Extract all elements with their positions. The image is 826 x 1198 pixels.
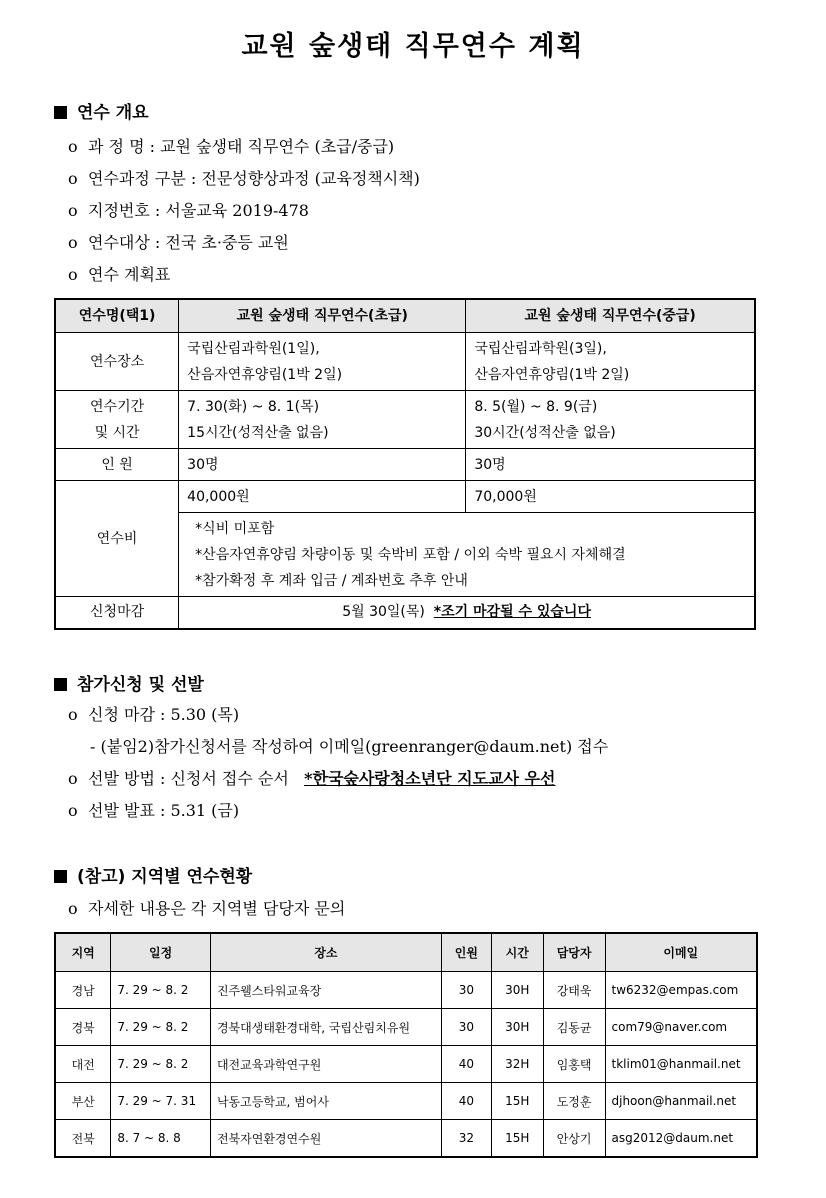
row-label-people: 인 원 bbox=[55, 449, 179, 481]
row-label-period bbox=[55, 391, 179, 449]
table-cell: 32H bbox=[491, 1046, 543, 1083]
table-cell: 30H bbox=[491, 972, 543, 1009]
table-header-cell: 이메일 bbox=[605, 933, 757, 972]
square-bullet-icon bbox=[54, 870, 67, 883]
list-item-text: 신청 마감 : 5.30 (목) bbox=[88, 705, 240, 724]
table-cell: 15H bbox=[491, 1120, 543, 1158]
table-cell: 30H bbox=[491, 1009, 543, 1046]
fee-note: *산음자연휴양림 차량이동 및 숙박비 포함 / 이외 숙박 필요시 자체해결 bbox=[195, 546, 626, 563]
deadline-value: 5월 30일(목) bbox=[342, 604, 425, 621]
table-cell bbox=[466, 391, 755, 449]
bullet-mark: o bbox=[68, 705, 78, 724]
section-heading-text: 연수 개요 bbox=[77, 103, 149, 123]
table-cell: 7. 29 ~ 8. 2 bbox=[111, 1009, 211, 1046]
table-cell: 40,000원 bbox=[179, 481, 466, 513]
fee-notes-cell bbox=[179, 513, 755, 597]
table-cell: 대전 bbox=[55, 1046, 111, 1083]
table-cell: 30명 bbox=[179, 449, 466, 481]
list-item-text: 지정번호 : 서울교육 2019-478 bbox=[88, 201, 309, 220]
table-cell: 도정훈 bbox=[543, 1083, 605, 1120]
square-bullet-icon bbox=[54, 678, 67, 691]
list-item bbox=[68, 766, 555, 789]
table-row bbox=[55, 1083, 757, 1120]
region-table bbox=[54, 932, 758, 1158]
list-item bbox=[68, 198, 309, 221]
table-cell: 30 bbox=[441, 972, 491, 1009]
list-item-text: 연수 계획표 bbox=[88, 265, 171, 284]
table-header-cell: 장소 bbox=[210, 933, 441, 972]
cell-line: 30시간(성적산출 없음) bbox=[474, 424, 616, 441]
table-row bbox=[55, 1120, 757, 1158]
table-row bbox=[55, 449, 755, 481]
list-item-text: 과 정 명 : 교원 숲생태 직무연수 (초급/중급) bbox=[88, 137, 395, 156]
cell-line: 국립산림과학원(3일), bbox=[474, 340, 607, 357]
table-cell: 낙동고등학교, 범어사 bbox=[210, 1083, 441, 1120]
fee-note: *식비 미포함 bbox=[195, 520, 275, 537]
section-heading-overview bbox=[54, 98, 149, 123]
table-cell: 40 bbox=[441, 1083, 491, 1120]
sub-item bbox=[90, 734, 608, 757]
section-heading-text: 참가신청 및 선발 bbox=[77, 675, 204, 695]
cell-line: 국립산림과학원(1일), bbox=[187, 340, 320, 357]
table-cell: com79@naver.com bbox=[605, 1009, 757, 1046]
row-label-place: 연수장소 bbox=[55, 333, 179, 391]
bullet-mark: o bbox=[68, 233, 78, 252]
list-item bbox=[68, 166, 420, 189]
list-item bbox=[68, 262, 170, 285]
cell-line: 연수기간 bbox=[90, 398, 145, 415]
table-header-row bbox=[55, 299, 755, 333]
list-item bbox=[68, 134, 394, 157]
square-bullet-icon bbox=[54, 106, 67, 119]
table-cell: 전북 bbox=[55, 1120, 111, 1158]
bullet-mark: o bbox=[68, 137, 78, 156]
fee-note: *참가확정 후 계좌 입금 / 계좌번호 추후 안내 bbox=[195, 572, 468, 589]
table-row bbox=[55, 481, 755, 513]
table-row bbox=[55, 1009, 757, 1046]
table-cell: 15H bbox=[491, 1083, 543, 1120]
table-header-cell: 교원 숲생태 직무연수(초급) bbox=[179, 299, 466, 333]
bullet-mark: o bbox=[68, 899, 78, 918]
table-cell: 70,000원 bbox=[466, 481, 755, 513]
table-row bbox=[55, 1046, 757, 1083]
table-cell: 전북자연환경연수원 bbox=[210, 1120, 441, 1158]
table-cell bbox=[179, 391, 466, 449]
table-cell: asg2012@daum.net bbox=[605, 1120, 757, 1158]
page-title: 교원 숲생태 직무연수 계획 bbox=[241, 31, 585, 62]
list-item bbox=[68, 896, 345, 919]
table-cell: 7. 29 ~ 7. 31 bbox=[111, 1083, 211, 1120]
table-cell: 40 bbox=[441, 1046, 491, 1083]
table-cell bbox=[466, 333, 755, 391]
table-cell: 7. 29 ~ 8. 2 bbox=[111, 972, 211, 1009]
table-cell: tklim01@hanmail.net bbox=[605, 1046, 757, 1083]
cell-line: 산음자연휴양림(1박 2일) bbox=[474, 366, 630, 383]
table-cell: 7. 29 ~ 8. 2 bbox=[111, 1046, 211, 1083]
table-cell: 경북대생태환경대학, 국립산림치유원 bbox=[210, 1009, 441, 1046]
cell-line: 15시간(성적산출 없음) bbox=[187, 424, 329, 441]
bullet-mark: o bbox=[68, 169, 78, 188]
cell-line: 및 시간 bbox=[94, 424, 140, 441]
bullet-mark: o bbox=[68, 265, 78, 284]
section-heading-text: (참고) 지역별 연수현황 bbox=[77, 867, 253, 887]
row-label-fee: 연수비 bbox=[55, 481, 179, 597]
table-header-row bbox=[55, 933, 757, 972]
table-cell: 8. 7 ~ 8. 8 bbox=[111, 1120, 211, 1158]
cell-line: 8. 5(월) ~ 8. 9(금) bbox=[474, 398, 598, 415]
table-cell: djhoon@hanmail.net bbox=[605, 1083, 757, 1120]
table-cell bbox=[179, 333, 466, 391]
bullet-mark: o bbox=[68, 201, 78, 220]
list-item-text: 연수대상 : 전국 초·중등 교원 bbox=[88, 233, 289, 252]
list-item bbox=[68, 702, 239, 725]
table-header-cell: 담당자 bbox=[543, 933, 605, 972]
section-heading-application bbox=[54, 670, 204, 695]
deadline-cell bbox=[179, 597, 755, 629]
priority-note: *한국숲사랑청소년단 지도교사 우선 bbox=[304, 769, 556, 788]
sub-item-text: - (붙임2)참가신청서를 작성하여 이메일(greenranger@daum.net) 접수 bbox=[90, 737, 609, 756]
table-header-cell: 연수명(택1) bbox=[55, 299, 179, 333]
table-cell: 32 bbox=[441, 1120, 491, 1158]
list-item-text: 선발 방법 : 신청서 접수 순서 bbox=[88, 769, 289, 788]
table-header-cell: 일정 bbox=[111, 933, 211, 972]
table-row bbox=[55, 333, 755, 391]
table-cell: 30명 bbox=[466, 449, 755, 481]
table-cell: 김동균 bbox=[543, 1009, 605, 1046]
row-label-deadline: 신청마감 bbox=[55, 597, 179, 629]
table-cell: 안상기 bbox=[543, 1120, 605, 1158]
table-row bbox=[55, 972, 757, 1009]
table-header-cell: 인원 bbox=[441, 933, 491, 972]
list-item bbox=[68, 798, 239, 821]
table-cell: tw6232@empas.com bbox=[605, 972, 757, 1009]
table-cell: 대전교육과학연구원 bbox=[210, 1046, 441, 1083]
table-header-cell: 교원 숲생태 직무연수(중급) bbox=[466, 299, 755, 333]
cell-line: 7. 30(화) ~ 8. 1(목) bbox=[187, 398, 320, 415]
plan-table bbox=[54, 298, 756, 630]
table-cell: 부산 bbox=[55, 1083, 111, 1120]
table-cell: 경남 bbox=[55, 972, 111, 1009]
list-item-text: 자세한 내용은 각 지역별 담당자 문의 bbox=[88, 899, 346, 918]
table-cell: 강태욱 bbox=[543, 972, 605, 1009]
table-header-cell: 시간 bbox=[491, 933, 543, 972]
section-heading-regional bbox=[54, 862, 252, 887]
table-cell: 30 bbox=[441, 1009, 491, 1046]
table-header-cell: 지역 bbox=[55, 933, 111, 972]
table-row bbox=[55, 597, 755, 629]
list-item-text: 연수과정 구분 : 전문성향상과정 (교육정책시책) bbox=[88, 169, 420, 188]
list-item bbox=[68, 230, 289, 253]
list-item-text: 선발 발표 : 5.31 (금) bbox=[88, 801, 240, 820]
table-cell: 경북 bbox=[55, 1009, 111, 1046]
cell-line: 산음자연휴양림(1박 2일) bbox=[187, 366, 343, 383]
bullet-mark: o bbox=[68, 769, 78, 788]
deadline-note: *조기 마감될 수 있습니다 bbox=[433, 604, 591, 621]
bullet-mark: o bbox=[68, 801, 78, 820]
table-row bbox=[55, 391, 755, 449]
table-cell: 임홍택 bbox=[543, 1046, 605, 1083]
table-cell: 진주웰스타워교육장 bbox=[210, 972, 441, 1009]
